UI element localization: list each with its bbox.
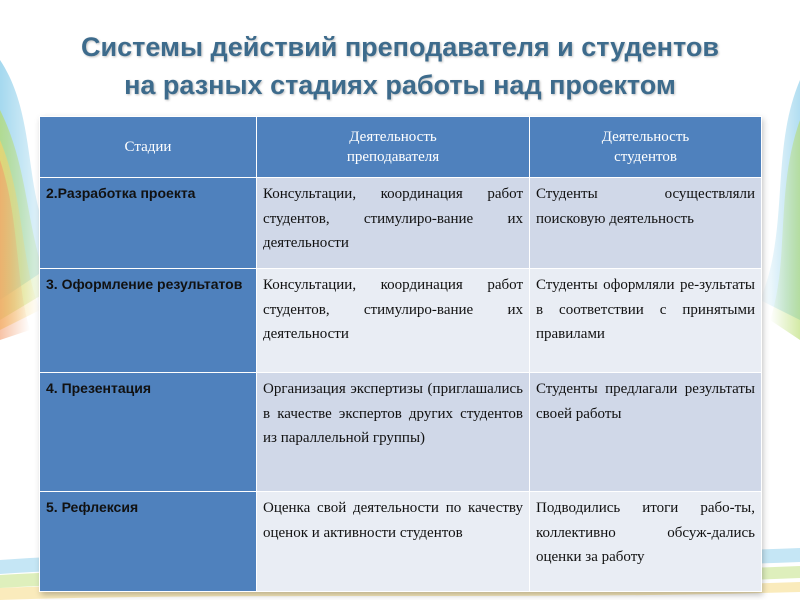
table-row	[40, 373, 762, 492]
header-students-line-1: Деятельность	[601, 129, 690, 145]
header-teacher-activity	[257, 117, 530, 178]
student-activity-cell: Подводились итоги рабо-ты, коллективно обсуж-дались оценки за работу	[530, 492, 762, 592]
header-stages-label: Стадии	[124, 139, 172, 155]
student-activity-cell: Студенты оформляли ре-зультаты в соответствии с принятыми правилами	[530, 269, 762, 373]
table-row	[40, 492, 762, 592]
table-row	[40, 178, 762, 269]
stage-cell: 5. Рефлексия	[40, 492, 257, 592]
teacher-activity-cell: Оценка свой деятельности по качеству оценок и активности студентов	[257, 492, 530, 592]
slide-title-line-2: на разных стадиях работы над проектом	[124, 70, 676, 100]
table-header-row	[40, 117, 762, 178]
student-activity-cell: Студенты осуществляли поисковую деятельность	[530, 178, 762, 269]
header-teacher-line-2: преподавателя	[346, 149, 440, 165]
stage-cell: 2.Разработка проекта	[40, 178, 257, 269]
stage-cell: 4. Презентация	[40, 373, 257, 492]
teacher-activity-cell: Организация экспертизы (приглашались в качестве экспертов других студентов из параллельной группы)	[257, 373, 530, 492]
header-students-line-2: студентов	[614, 149, 677, 165]
teacher-activity-cell: Консультации, координация работ студентов, стимулиро-вание их деятельности	[257, 269, 530, 373]
stages-table-container	[39, 116, 761, 592]
table-row	[40, 269, 762, 373]
stages-table	[39, 116, 762, 592]
slide-title-line-1: Системы действий преподавателя и студентов	[81, 32, 719, 62]
teacher-activity-cell: Консультации, координация работ студентов, стимулиро-вание их деятельности	[257, 178, 530, 269]
header-teacher-line-1: Деятельность	[349, 129, 437, 145]
slide-title	[0, 28, 800, 104]
stage-cell: 3. Оформление результатов	[40, 269, 257, 373]
header-stages	[40, 117, 257, 178]
header-student-activity	[530, 117, 762, 178]
student-activity-cell: Студенты предлагали результаты своей работы	[530, 373, 762, 492]
